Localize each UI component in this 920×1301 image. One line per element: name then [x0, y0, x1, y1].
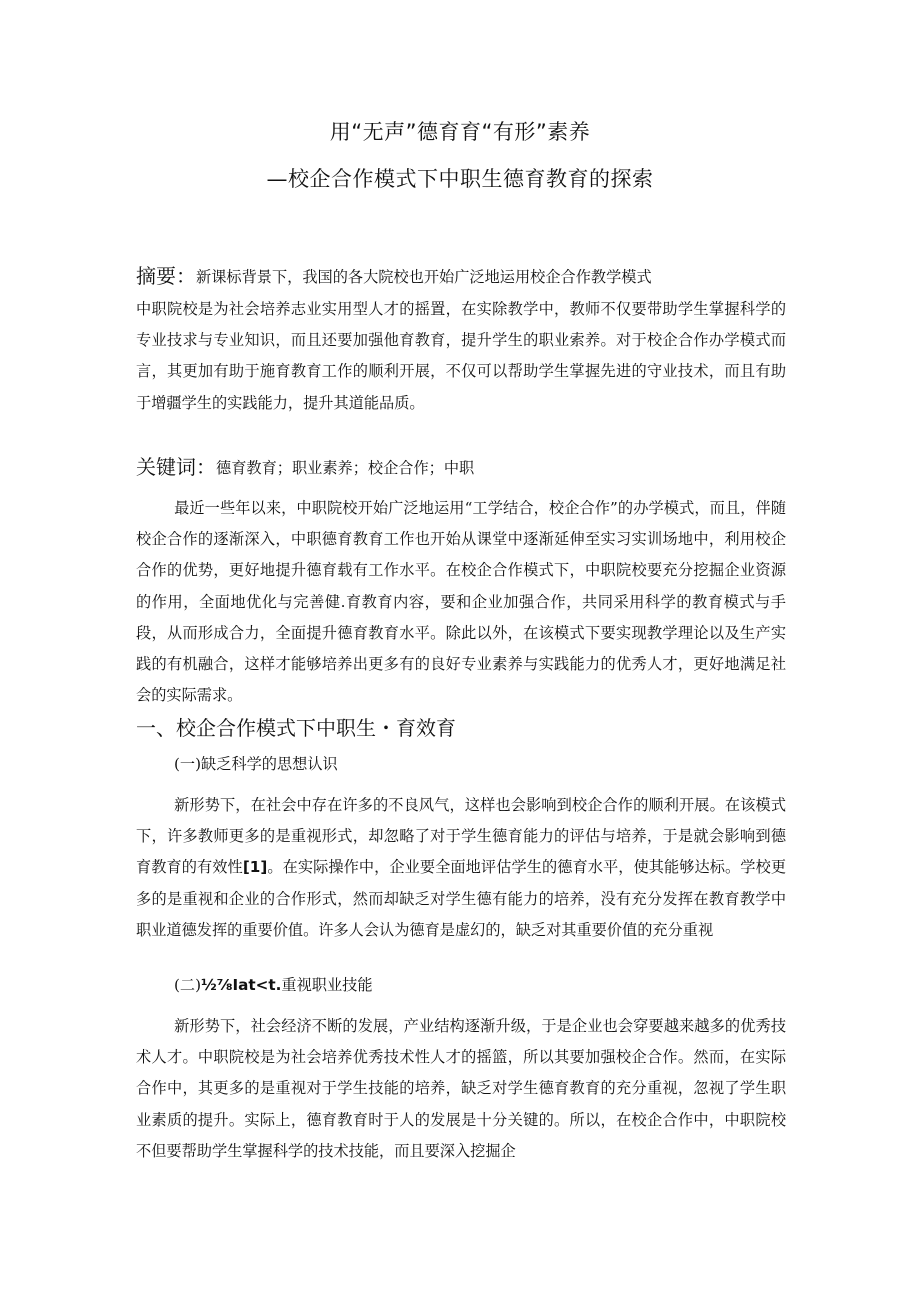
intro-paragraph: [136, 493, 786, 711]
abstract-first-text: 新课标背景下，我国的各大院校也开始广泛地运用校企合作教学模式: [196, 268, 652, 286]
para1-text-a: 新形势下，在社会中存在许多的不良风气，这样也会影响到校企合作的顺利开展。在该模式下，许多教师更多的是重视形式，却忽略了对于学生德育能力的评估与培养，于是就会影响到德育教育的有效性: [136, 796, 786, 877]
title-line-1: 用“无声”德育育“有形”素养: [329, 120, 591, 144]
intro-text: 最近一些年以来，中职院校开始广泛地运用“工学结合，校企合作”的办学模式，而且，伴随校企合作的逐渐深入，中职德育教育工作也开始从课堂中逐渐延伸至实习实训场地中，利用校企合作的优势，更好地提升德育载有工作水平。在校企合作模式下，中职院校要充分挖掘企业资源的作用，全面地优化与完善健.育教育内容，要和企业加强合作，共同采用科学的教育模式与手段，从而形成合力，全面提升德育教育水平。除此以外，在该模式下要实现教学理论以及生产实践的有机融合，这样才能够培养出更多有的良好专业素养与实践能力的优秀人才，更好地满足社会的实际需求。: [136, 499, 786, 705]
section-1-paragraph-1: [136, 790, 786, 946]
subheading-2-garbled: ½⅞Ιat<t.: [201, 976, 282, 994]
subheading-2-text: 重视职业技能: [281, 976, 373, 994]
keywords-label: 关键词：: [136, 455, 216, 479]
subheading-1: (一)缺乏科学的思想认识: [174, 755, 338, 773]
subheading-2-prefix: (二): [174, 976, 202, 994]
para1-text-b: 。在实际操作中，企业要全面地评估学生的德育水平，使其能够达标。学校更多的是重视和企业的合作形式，然而却缺乏对学生德有能力的培养，没有充分发挥在教育教学中职业道德发挥的重要价值。许多人会认为德育是虚幻的，缺乏对其重要价值的充分重视: [136, 858, 787, 939]
abstract-first-line: [136, 261, 786, 293]
keywords-value: 德育教育；职业素养；校企合作；中职: [216, 459, 475, 477]
title-line-2: —校企合作模式下中职生德育教育的探索: [266, 167, 654, 191]
abstract-label: 摘要：: [136, 264, 196, 288]
keywords-line: [136, 452, 786, 484]
subheading-2: [174, 974, 373, 995]
citation-1: [1]: [242, 858, 268, 877]
section-1-paragraph-2: [136, 1011, 786, 1167]
para2-text: 新形势下，社会经济不断的发展，产业结构逐渐升级，于是企业也会穿要越来越多的优秀技术人才。中职院校是为社会培养优秀技术性人才的摇篮，所以其要加强校企合作。然而，在实际合作中，其更多的是重视对于学生技能的培养，缺乏对学生德育教育的充分重视，忽视了学生职业素质的提升。实际上，德育教育时于人的发展是十分关键的。所以，在校企合作中，中职院校不但要帮助学生掌握科学的技术技能，而且要深入挖掘企: [136, 1017, 786, 1160]
section-1-heading: 一、校企合作模式下中职生・育效育: [136, 716, 456, 740]
abstract-body: 中职院校是为社会培养志业实用型人才的摇置，在实除教学中，教师不仅要带助学生掌握科学的专业技求与专业知识，而且还要加强他育教育，提升学生的职业索养。对于校企合作办学模式而言，其更加有助于施育教育工作的顺利开展，不仅可以帮助学生掌握先进的守业技术，而且有助于增疆学生的实践能力，提升其道能品质。: [136, 300, 786, 412]
